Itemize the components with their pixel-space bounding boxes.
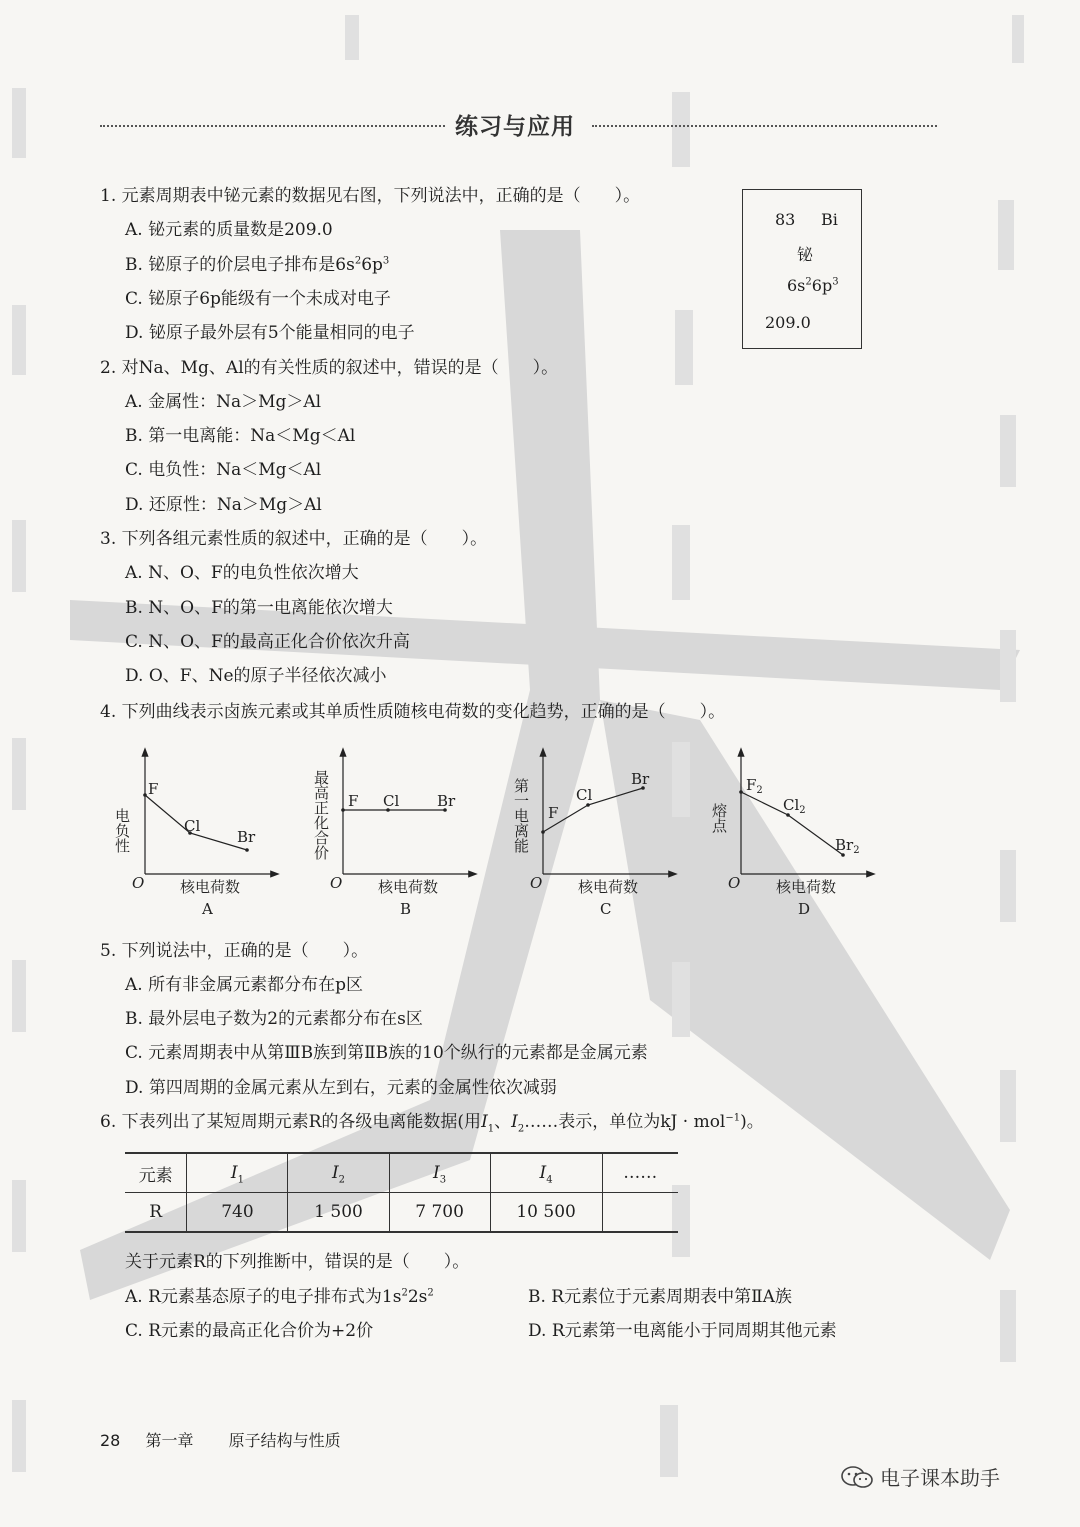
valence-config [787, 276, 839, 295]
subscript: 3 [439, 1174, 447, 1186]
option-text: B. 铋原子的价层电子排布是6s [125, 255, 355, 275]
superscript: −1 [725, 1112, 741, 1124]
symbol-I: I [481, 1112, 488, 1132]
q6-option-b: B. R元素位于元素周期表中第ⅡA族 [528, 1287, 792, 1307]
graph-b [312, 752, 473, 918]
point-label: Cl [576, 786, 593, 804]
q6-option-c: C. R元素的最高正化合价为+2价 [125, 1321, 374, 1341]
symbol-I: I [230, 1163, 238, 1183]
table-header-cell [389, 1153, 490, 1193]
table-header-cell [187, 1153, 288, 1193]
q3-option-b: B. N、O、F的第一电离能依次增大 [125, 598, 393, 618]
table-cell: R [125, 1193, 187, 1233]
stem-text: 、 [494, 1112, 512, 1132]
chapter-number: 第一章 [145, 1431, 194, 1450]
origin-label: O [132, 874, 145, 892]
config-part: 6s [787, 276, 806, 295]
question-5: 5. 下列说法中，正确的是（ ）。 [100, 941, 369, 961]
question-4: 4. 下列曲线表示卤族元素或其单质性质随核电荷数的变化趋势，正确的是（ ）。 [100, 702, 726, 722]
table-header-row [125, 1153, 678, 1193]
q5-option-c: C. 元素周期表中从第ⅢB族到第ⅡB族的10个纵行的元素都是金属元素 [125, 1043, 648, 1063]
stem-text: 6. 下表列出了某短周期元素R的各级电离能数据(用 [100, 1112, 482, 1132]
point-label: Br [437, 792, 456, 810]
config-superscript: 3 [832, 276, 839, 288]
point-label: Br [237, 828, 256, 846]
element-info-box [742, 189, 862, 349]
option-text: 2s [407, 1287, 428, 1307]
config-superscript: 2 [805, 276, 812, 288]
x-axis-label: 核电荷数 [378, 878, 439, 896]
origin-label: O [330, 874, 343, 892]
table-cell [602, 1193, 678, 1233]
origin-label: O [728, 874, 741, 892]
point-label: F [148, 780, 159, 798]
branding [840, 1462, 1000, 1491]
q1-option-c: C. 铋原子6p能级有一个未成对电子 [125, 289, 391, 309]
graph-d [710, 752, 871, 918]
table-header-cell [288, 1153, 389, 1193]
subscript: 2 [517, 1123, 525, 1135]
point-label: Br [631, 770, 650, 788]
y-axis-label: 第一电离能 [512, 778, 530, 853]
q4-graphs [100, 740, 900, 925]
graph-letter: B [400, 900, 412, 918]
question-6 [100, 1111, 764, 1133]
q1-option-d: D. 铋原子最外层有5个能量相同的电子 [125, 323, 415, 343]
y-axis-label: 电负性 [113, 808, 131, 853]
symbol-I: I [331, 1163, 339, 1183]
page-number: 28 [100, 1431, 121, 1450]
q1-option-a: A. 铋元素的质量数是209.0 [125, 220, 333, 240]
x-axis-label: 核电荷数 [578, 878, 639, 896]
table-cell: 740 [187, 1193, 288, 1233]
graph-a [113, 752, 275, 918]
point-label: $Cl_2$ [783, 796, 806, 816]
brand-text: 电子课本助手 [880, 1466, 1000, 1490]
table-cell: 7 700 [389, 1193, 490, 1233]
x-axis-label: 核电荷数 [180, 878, 241, 896]
option-text: A. R元素基态原子的电子排布式为1s [125, 1287, 402, 1307]
option-text: 6p [361, 255, 383, 275]
symbol-I: I [511, 1112, 518, 1132]
table-row [125, 1193, 678, 1233]
symbol-I: I [539, 1163, 547, 1183]
point-label: $F_2$ [746, 776, 763, 796]
q5-option-d: D. 第四周期的金属元素从左到右，元素的金属性依次减弱 [125, 1078, 557, 1098]
point-label: Cl [184, 817, 201, 835]
point-label: F [548, 804, 559, 822]
table-cell: 1 500 [288, 1193, 389, 1233]
graph-letter: C [600, 900, 612, 918]
q3-option-d: D. O、F、Ne的原子半径依次减小 [125, 666, 387, 686]
q6-option-d: D. R元素第一电离能小于同周期其他元素 [528, 1321, 837, 1341]
subscript: 1 [237, 1174, 244, 1186]
table-header-cell [490, 1153, 602, 1193]
subscript: 4 [546, 1174, 553, 1186]
wechat-icon [840, 1465, 874, 1489]
header-rule-left [100, 125, 445, 127]
page-footer [100, 1428, 341, 1451]
superscript: 2 [401, 1287, 408, 1299]
q5-option-b: B. 最外层电子数为2的元素都分布在s区 [125, 1009, 423, 1029]
table-header-cell: 元素 [125, 1153, 187, 1193]
q3-option-a: A. N、O、F的电负性依次增大 [125, 563, 359, 583]
graph-c [512, 752, 673, 918]
origin-label: O [530, 874, 543, 892]
atomic-mass: 209.0 [765, 313, 811, 332]
section-title: 练习与应用 [455, 114, 575, 140]
point-label: Cl [383, 792, 400, 810]
q2-option-c: C. 电负性：Na＜Mg＜Al [125, 460, 322, 480]
symbol-I: I [433, 1163, 440, 1183]
q2-option-d: D. 还原性：Na＞Mg＞Al [125, 495, 322, 515]
graph-letter: A [202, 900, 213, 918]
x-axis-label: 核电荷数 [776, 878, 837, 896]
table-cell: 10 500 [490, 1193, 602, 1233]
point-label: $Br_2$ [835, 836, 860, 856]
superscript: 3 [382, 255, 390, 267]
table-header-cell: …… [602, 1153, 678, 1193]
q1-option-b [125, 254, 389, 276]
point-label: F [348, 792, 359, 810]
question-3: 3. 下列各组元素性质的叙述中，正确的是（ ）。 [100, 529, 488, 549]
header-rule-right [592, 125, 937, 127]
subscript: 2 [338, 1174, 346, 1186]
q2-option-b: B. 第一电离能：Na＜Mg＜Al [125, 426, 356, 446]
q6-sub-stem: 关于元素R的下列推断中，错误的是（ ）。 [125, 1252, 470, 1272]
graph-letter: D [798, 900, 811, 918]
subscript: 1 [487, 1123, 495, 1135]
chapter-title: 原子结构与性质 [228, 1431, 341, 1450]
atomic-number: 83 [775, 210, 796, 229]
q6-option-a [125, 1286, 434, 1308]
superscript: 2 [427, 1287, 434, 1299]
question-2: 2. 对Na、Mg、Al的有关性质的叙述中，错误的是（ ）。 [100, 358, 559, 378]
y-axis-label: 熔点 [710, 803, 728, 833]
stem-text: ……表示，单位为kJ · mol [524, 1112, 726, 1132]
q5-option-a: A. 所有非金属元素都分布在p区 [125, 975, 363, 995]
stem-text: )。 [740, 1112, 764, 1132]
q3-option-c: C. N、O、F的最高正化合价依次升高 [125, 632, 410, 652]
superscript: 2 [354, 255, 362, 267]
q2-option-a: A. 金属性：Na＞Mg＞Al [125, 392, 322, 412]
y-axis-label: 最高正化合价 [312, 770, 330, 860]
ionization-energy-table [125, 1152, 678, 1233]
question-1: 1. 元素周期表中铋元素的数据见右图，下列说法中，正确的是（ ）。 [100, 186, 641, 206]
config-part: 6p [811, 276, 833, 295]
element-symbol: Bi [821, 210, 838, 229]
element-name: 铋 [797, 245, 814, 264]
